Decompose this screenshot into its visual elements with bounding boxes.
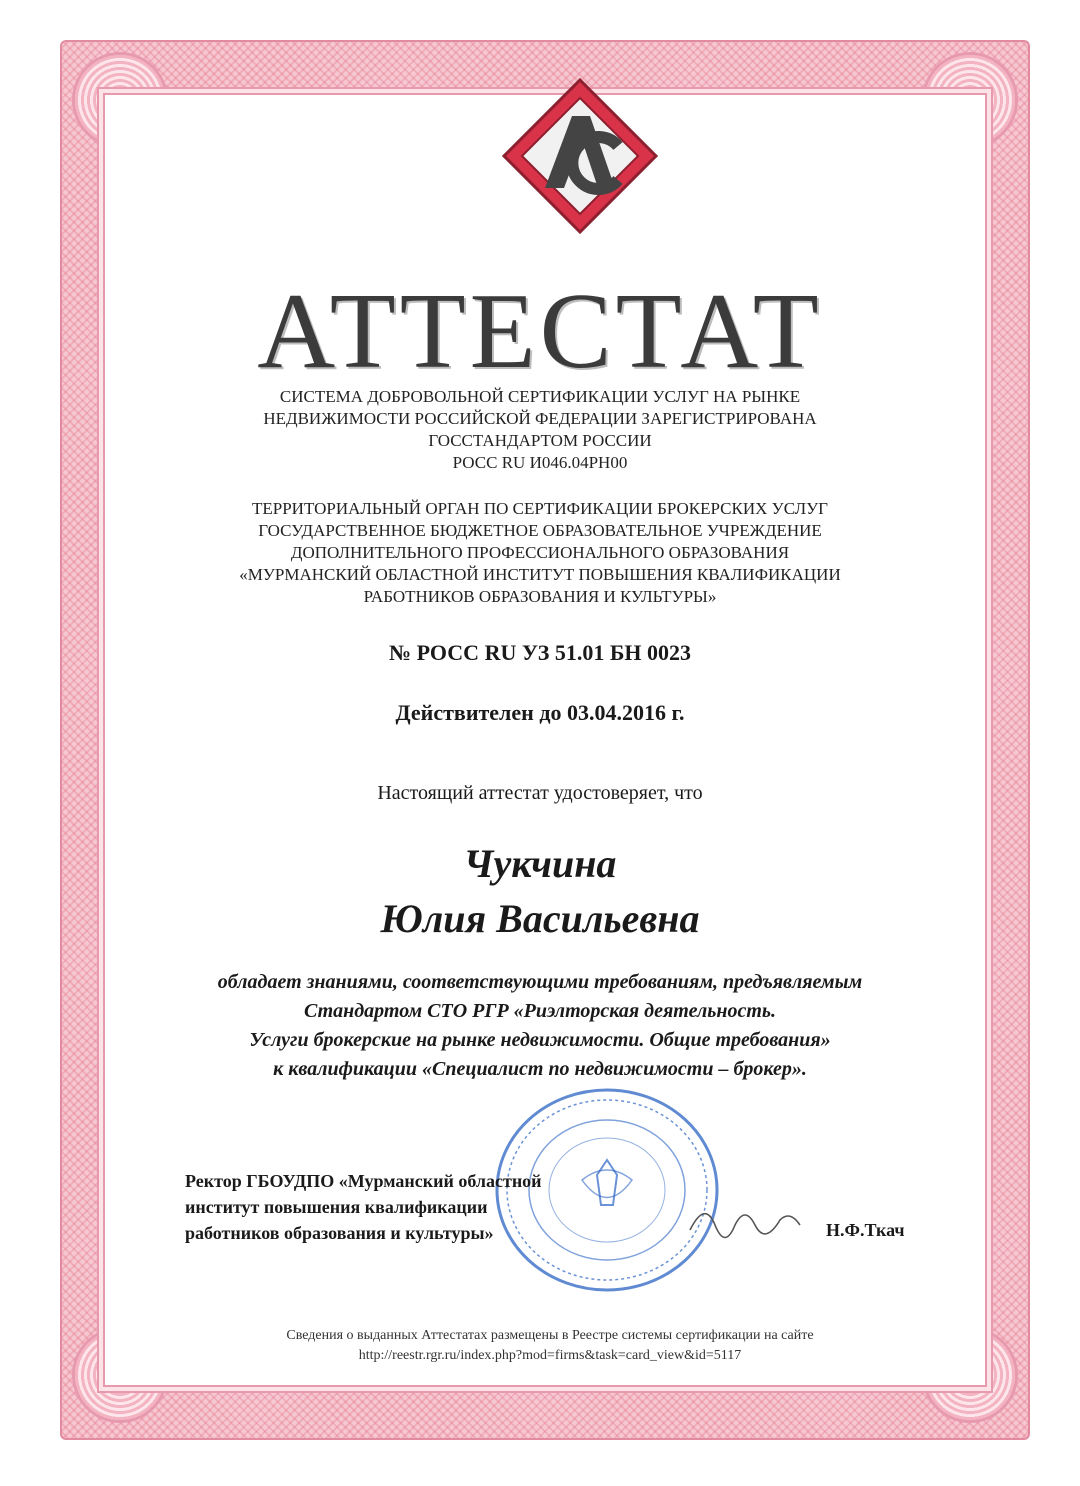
validity-date: Действителен до 03.04.2016 г. bbox=[395, 700, 685, 725]
document-title: АТТЕСТАТ bbox=[257, 272, 823, 391]
holder-given-names: Юлия Васильевна bbox=[380, 896, 700, 941]
certification-system-block bbox=[140, 386, 940, 474]
handwritten-signature bbox=[685, 1190, 805, 1250]
description-line: обладает знаниями, соответствующими требованиям, предъявляемым bbox=[217, 971, 863, 993]
system-line: НЕДВИЖИМОСТИ РОССИЙСКОЙ ФЕДЕРАЦИИ ЗАРЕГИСТРИРОВАНА bbox=[263, 409, 817, 428]
registry-footer bbox=[140, 1326, 960, 1366]
footer-line: Сведения о выданных Аттестатах размещены в Реестре системы сертификации на сайте bbox=[286, 1328, 814, 1343]
authority-line: ГОСУДАРСТВЕННОЕ БЮДЖЕТНОЕ ОБРАЗОВАТЕЛЬНОЕ УЧРЕЖДЕНИЕ bbox=[258, 521, 822, 540]
description-line: Услуги брокерские на рынке недвижимости. Общие требования» bbox=[249, 1029, 831, 1051]
signer-line: Ректор ГБОУДПО «Мурманский областной bbox=[185, 1171, 542, 1191]
holder-surname: Чукчина bbox=[463, 841, 617, 886]
description-line: к квалификации «Специалист по недвижимости – брокер». bbox=[273, 1058, 807, 1080]
signer-line: работников образования и культуры» bbox=[185, 1223, 494, 1243]
authority-line: «МУРМАНСКИЙ ОБЛАСТНОЙ ИНСТИТУТ ПОВЫШЕНИЯ КВАЛИФИКАЦИИ bbox=[239, 565, 841, 584]
signer-title bbox=[185, 1168, 645, 1246]
authority-line: РАБОТНИКОВ ОБРАЗОВАНИЯ И КУЛЬТУРЫ» bbox=[363, 587, 717, 606]
registry-url: http://reestr.rgr.ru/index.php?mod=firms&task=card_view&id=5117 bbox=[358, 1348, 742, 1363]
issuing-authority-block bbox=[140, 498, 940, 608]
authority-line: ТЕРРИТОРИАЛЬНЫЙ ОРГАН ПО СЕРТИФИКАЦИИ БРОКЕРСКИХ УСЛУГ bbox=[252, 499, 828, 518]
certificate-number: № РОСС RU УЗ 51.01 БН 0023 bbox=[389, 640, 691, 665]
system-line: СИСТЕМА ДОБРОВОЛЬНОЙ СЕРТИФИКАЦИИ УСЛУГ НА РЫНКЕ bbox=[279, 387, 801, 406]
signer-line: институт повышения квалификации bbox=[185, 1197, 488, 1217]
intro-text: Настоящий аттестат удостоверяет, что bbox=[377, 782, 703, 804]
system-line: ГОССТАНДАРТОМ РОССИИ bbox=[428, 431, 652, 450]
qualification-description bbox=[120, 968, 960, 1084]
registration-number: РОСС RU И046.04РН00 bbox=[452, 453, 628, 472]
authority-line: ДОПОЛНИТЕЛЬНОГО ПРОФЕССИОНАЛЬНОГО ОБРАЗОВАНИЯ bbox=[290, 543, 790, 562]
description-line: Стандартом СТО РГР «Риэлторская деятельность. bbox=[303, 1000, 777, 1022]
ac-logo bbox=[500, 76, 660, 236]
signer-name: Н.Ф.Ткач bbox=[826, 1220, 905, 1240]
